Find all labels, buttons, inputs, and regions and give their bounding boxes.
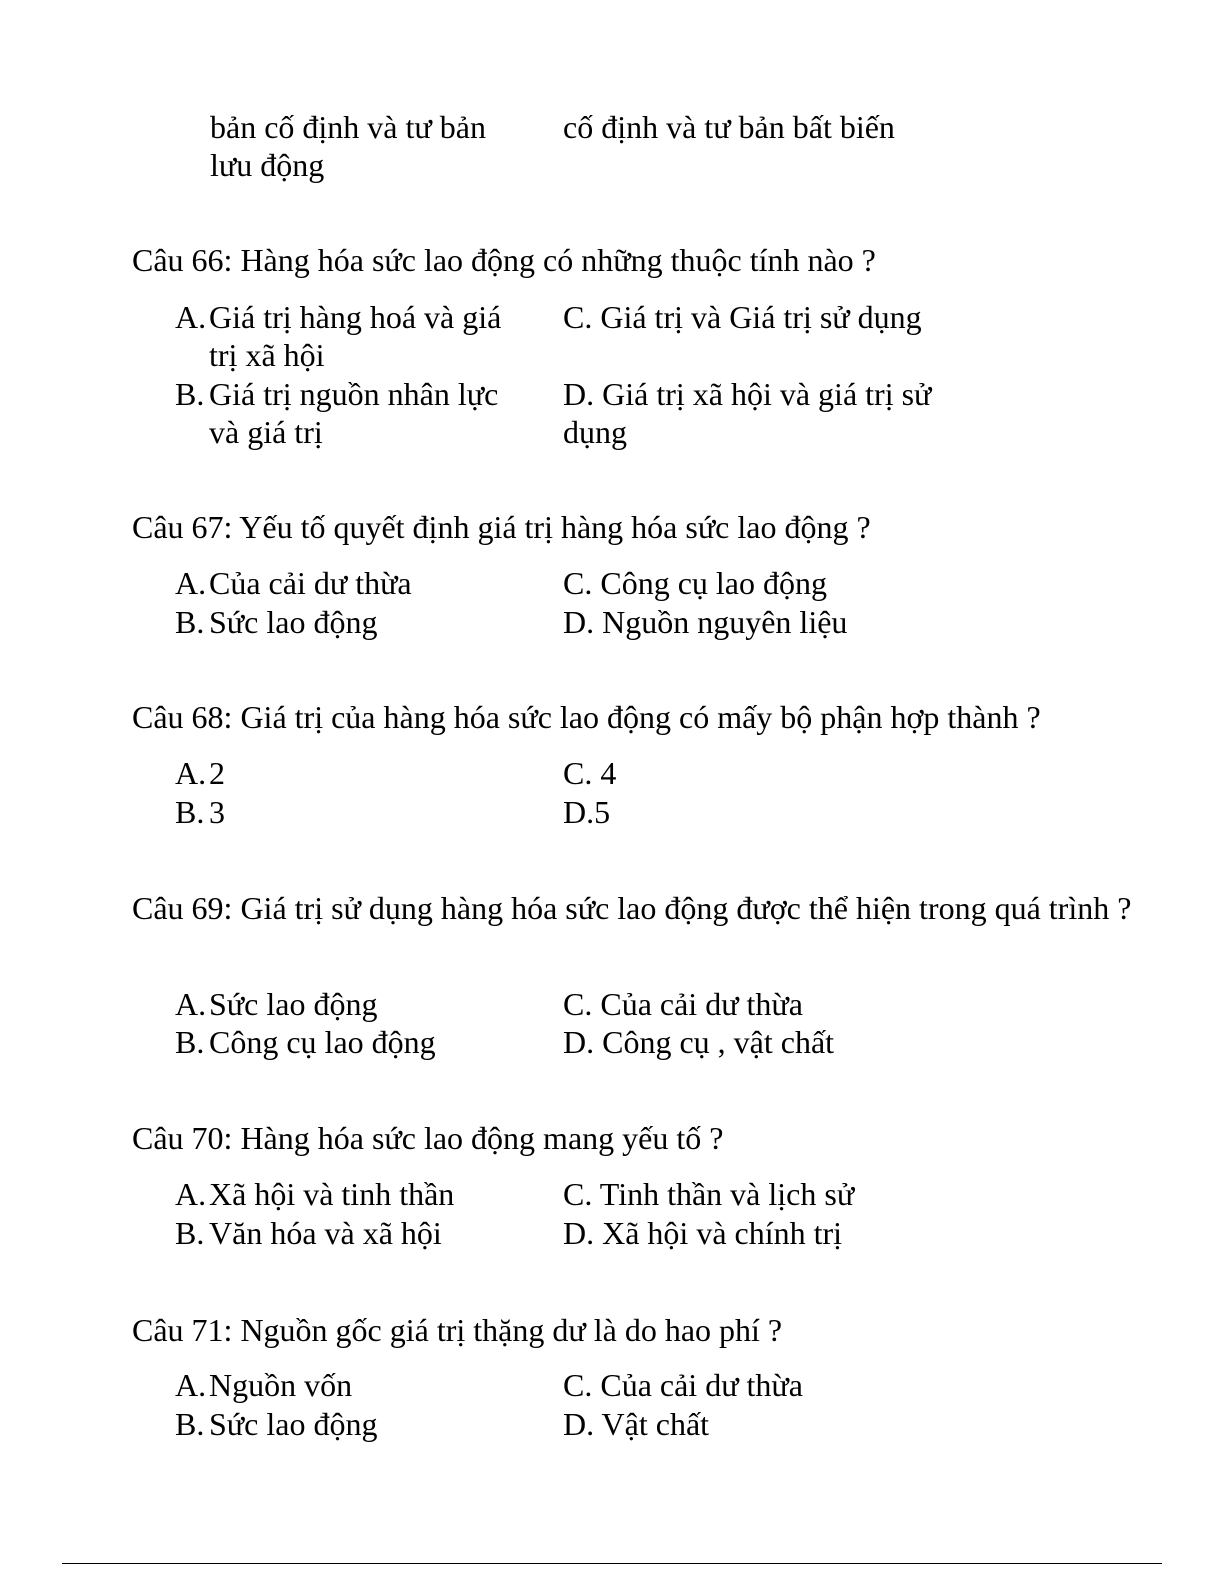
option-letter: A. — [175, 755, 207, 791]
continued-option-right: cố định và tư bản bất biến — [563, 109, 895, 145]
question-title: Câu 68: Giá trị của hàng hóa sức lao động có mấy bộ phận hợp thành ? — [132, 699, 1041, 735]
option-letter: A. — [175, 986, 207, 1022]
option-letter: B. — [175, 1406, 205, 1442]
option-text: Sức lao động — [209, 986, 378, 1022]
option-text: 3 — [209, 794, 225, 830]
option-text: Giá trị hàng hoá và giá trị xã hội — [209, 299, 502, 373]
option-text: C. Giá trị và Giá trị sử dụng — [563, 299, 922, 335]
option-letter: B. — [175, 604, 205, 640]
option-letter: B. — [175, 794, 205, 830]
option-text: Giá trị nguồn nhân lực và giá trị — [209, 376, 499, 450]
option-text: Sức lao động — [209, 604, 378, 640]
question-title: Câu 71: Nguồn gốc giá trị thặng dư là do hao phí ? — [132, 1312, 783, 1348]
option-letter: A. — [175, 1367, 207, 1403]
option-text: Văn hóa và xã hội — [209, 1215, 442, 1251]
option-letter: B. — [175, 1024, 205, 1060]
option-text: C. Tinh thần và lịch sử — [563, 1176, 855, 1212]
option-letter: A. — [175, 299, 207, 335]
option-text: D. Giá trị xã hội và giá trị sử dụng — [563, 376, 932, 450]
option-text: D. Xã hội và chính trị — [563, 1215, 843, 1251]
question-title: Câu 67: Yếu tố quyết định giá trị hàng hóa sức lao động ? — [132, 509, 871, 545]
option-text: Của cải dư thừa — [209, 565, 412, 601]
option-text: C. Của cải dư thừa — [563, 1367, 803, 1403]
option-text: C. Công cụ lao động — [563, 565, 827, 601]
question-title: Câu 69: Giá trị sử dụng hàng hóa sức lao động được thể hiện trong quá trình ? — [132, 890, 1132, 926]
option-text: Sức lao động — [209, 1406, 378, 1442]
question-title: Câu 66: Hàng hóa sức lao động có những thuộc tính nào ? — [132, 242, 876, 278]
option-text: Nguồn vốn — [209, 1367, 353, 1403]
page-bottom-rule — [62, 1563, 1162, 1564]
option-text: Xã hội và tinh thần — [209, 1176, 455, 1212]
option-letter: A. — [175, 565, 207, 601]
continued-option-left: bản cố định và tư bản lưu động — [210, 109, 486, 183]
option-text: C. 4 — [563, 755, 617, 791]
question-title: Câu 70: Hàng hóa sức lao động mang yếu tố ? — [132, 1120, 724, 1156]
option-letter: B. — [175, 1215, 205, 1251]
option-text: D. Công cụ , vật chất — [563, 1024, 835, 1060]
option-text: 2 — [209, 755, 225, 791]
option-text: D. Vật chất — [563, 1406, 710, 1442]
option-text: C. Của cải dư thừa — [563, 986, 803, 1022]
option-text: Công cụ lao động — [209, 1024, 436, 1060]
option-letter: B. — [175, 376, 205, 412]
option-letter: A. — [175, 1176, 207, 1212]
option-text: D. Nguồn nguyên liệu — [563, 604, 848, 640]
option-text: D.5 — [563, 794, 611, 830]
